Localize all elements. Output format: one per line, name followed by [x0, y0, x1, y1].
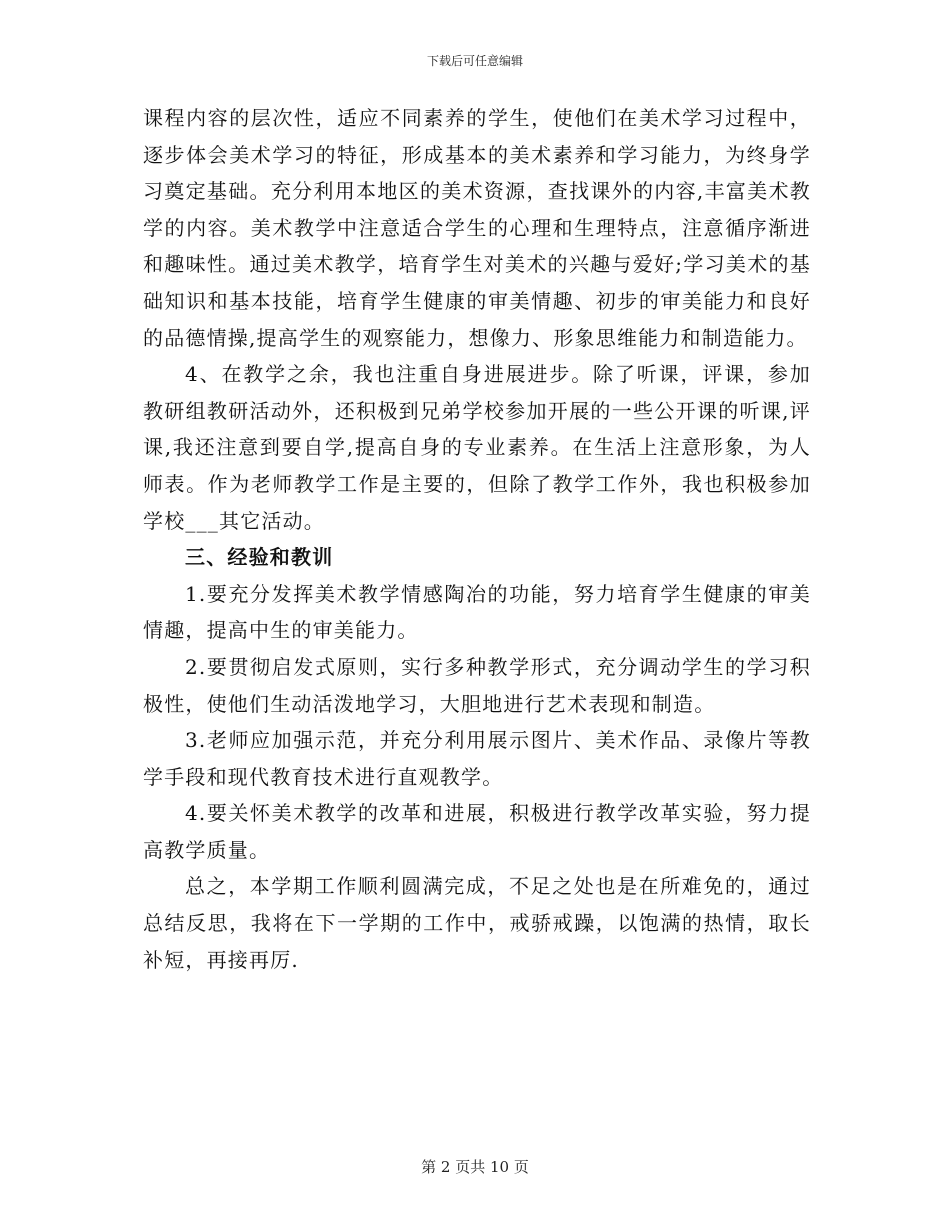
paragraph-course-content: 课程内容的层次性，适应不同素养的学生，使他们在美术学习过程中，逐步体会美术学习的特征，形成基本的美术素养和学习能力，为终身学习奠定基础。充分利用本地区的美术资源，查找课外的内容,丰富美术教学的内容。美术教学中注意适合学生的心理和生理特点，注意循序渐进和趣味性。通过美术教学，培育学生对美术的兴趣与爱好;学习美术的基础知识和基本技能，培育学生健康的审美情趣、初步的审美能力和良好的品德情操,提高学生的观察能力，想像力、形象思维能力和制造能力。	[143, 106, 811, 350]
list-item-3: 3.老师应加强示范，并充分利用展示图片、美术作品、录像片等教学手段和现代教育技术进行直观教学。	[143, 728, 811, 789]
list-item-4: 4.要关怀美术教学的改革和进展，积极进行教学改革实验，努力提高教学质量。	[143, 801, 811, 862]
section-heading-experience: 三、经验和教训	[185, 545, 334, 570]
paragraph-summary: 总之，本学期工作顺利圆满完成，不足之处也是在所难免的，通过总结反思，我将在下一学期的工作中，戒骄戒躁，以饱满的热情，取长补短，再接再厉.	[143, 874, 811, 972]
document-body	[143, 100, 811, 978]
list-item-2: 2.要贯彻启发式原则，实行多种教学形式，充分调动学生的学习积极性，使他们生动活泼地学习，大胆地进行艺术表现和制造。	[143, 654, 811, 716]
page-header: 下载后可任意编辑	[426, 54, 523, 68]
page-footer: 第 2 页共 10 页	[421, 1158, 529, 1176]
list-item-1: 1.要充分发挥美术教学情感陶冶的功能，努力培育学生健康的审美情趣，提高中生的审美能力。	[143, 581, 811, 643]
paragraph-self-development: 4、在教学之余，我也注重自身进展进步。除了听课，评课，参加教研组教研活动外，还积极到兄弟学校参加开展的一些公开课的听课,评课,我还注意到要自学,提高自身的专业素养。在生活上注意形象，为人师表。作为老师教学工作是主要的，但除了教学工作外，我也积极参加学校___其它活动。	[143, 362, 811, 533]
